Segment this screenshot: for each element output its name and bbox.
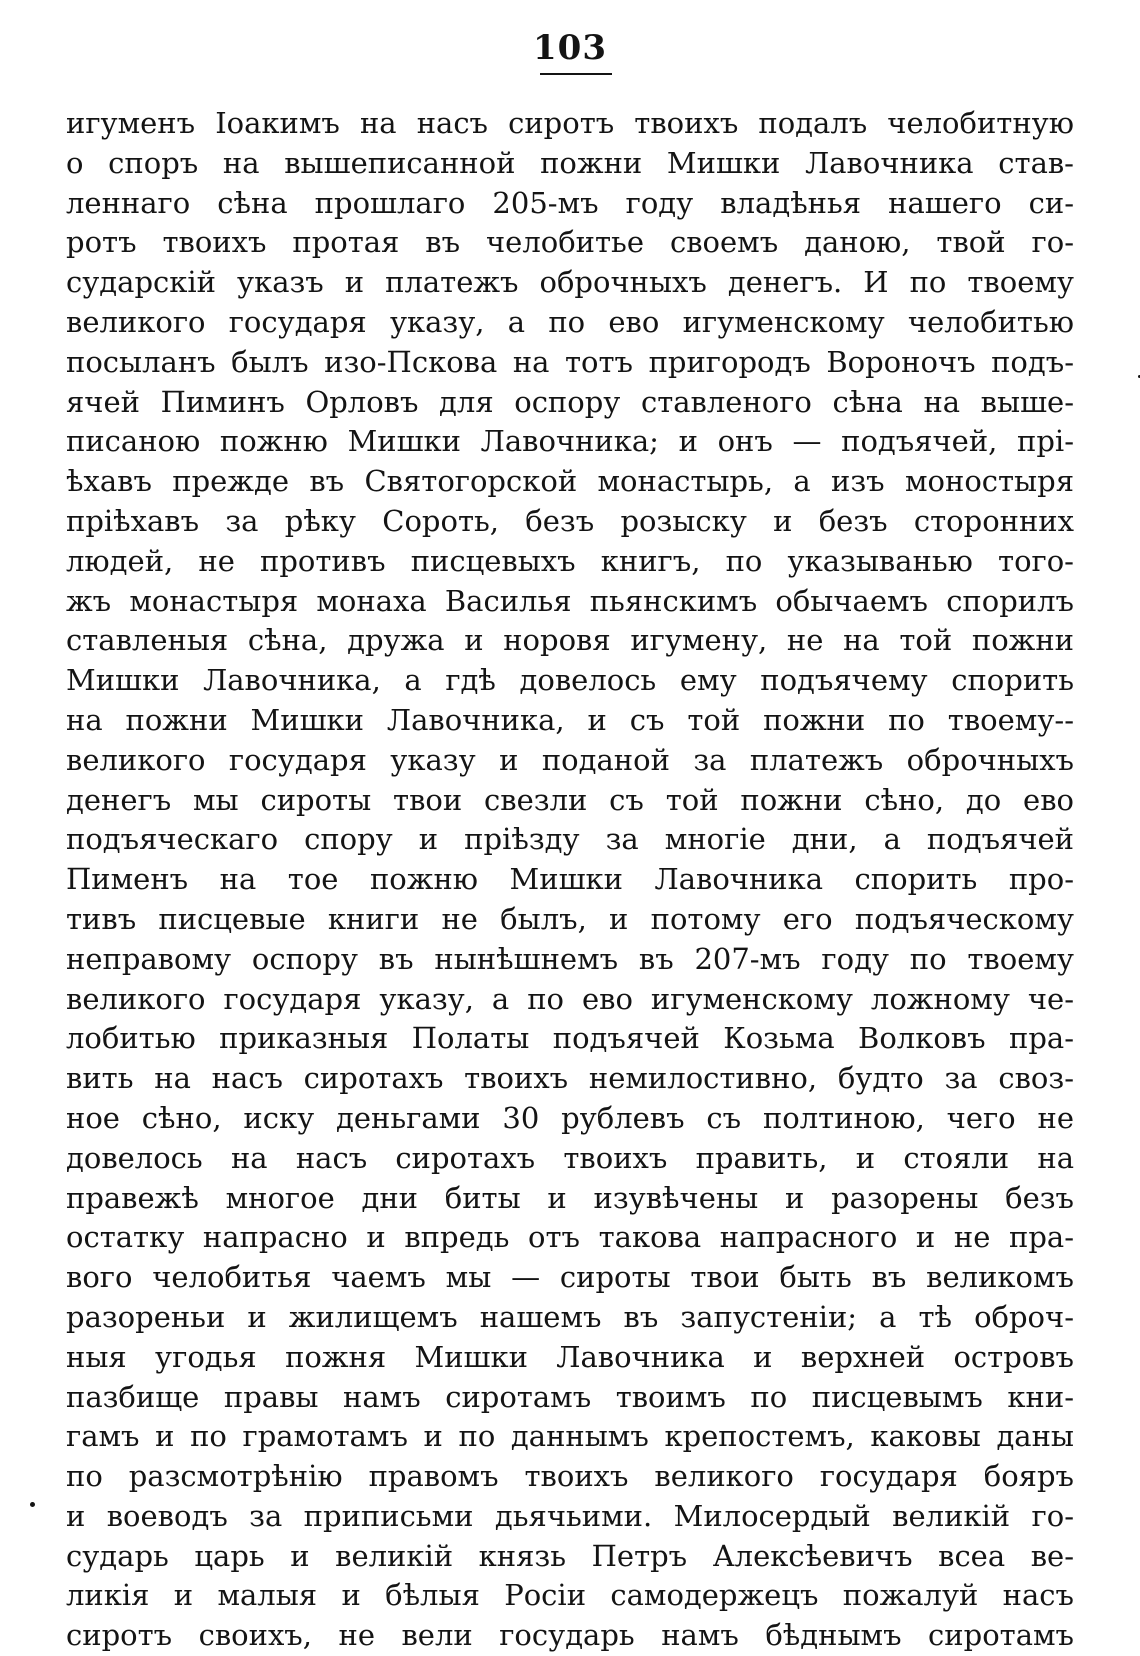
text-line: тивъ писцевые книги не былъ, и потому его подъяческому [66, 901, 1074, 936]
text-line: писаною пожню Мишки Лавочника; и онъ — подъячей, прі- [66, 424, 1074, 459]
text-line: сиротъ своихъ, не вели государь намъ бѣднымъ сиротамъ [66, 1618, 1074, 1653]
text-line: леннаго сѣна прошлаго 205-мъ году владѣнья нашего си- [66, 185, 1074, 220]
text-line: Мишки Лавочника, а гдѣ довелось ему подъячему спорить [66, 663, 1074, 698]
text-line: игуменъ Іоакимъ на насъ сиротъ твоихъ подалъ челобитную [66, 106, 1074, 140]
text-line: сударскій указъ и платежъ оброчныхъ денегъ. И по твоему [66, 265, 1074, 300]
text-line: посыланъ былъ изо-Пскова на тотъ пригородъ Вороночъ подъ- [66, 344, 1074, 379]
text-line: денегъ мы сироты твои свезли съ той пожни сѣно, до ево [66, 782, 1074, 817]
text-line: жъ монастыря монаха Василья пьянскимъ обычаемъ спорилъ [66, 583, 1074, 618]
text-line: остатку напрасно и впредь отъ такова напрасного и не пра- [66, 1220, 1074, 1255]
text-line: ставленыя сѣна, дружа и норовя игумену, не на той пожни [66, 623, 1074, 658]
text-line: разореньи и жилищемъ нашемъ въ запустеніи; а тѣ оброч- [66, 1299, 1074, 1334]
text-line: гамъ и по грамотамъ и по даннымъ крепостемъ, каковы даны [66, 1419, 1074, 1454]
text-line: великого государя указу и поданой за платежъ оброчныхъ [66, 742, 1074, 777]
text-line: ное сѣно, иску деньгами 30 рублевъ съ полтиною, чего не [66, 1100, 1074, 1135]
text-line: правежѣ многое дни биты и изувѣчены и разорены безъ [66, 1180, 1074, 1215]
text-line: ѣхавъ прежде въ Святогорской монастырь, а изъ моностыря [66, 464, 1074, 499]
text-line: сударь царь и великій князь Петръ Алексѣевичъ всеа ве- [66, 1538, 1074, 1573]
body-text [66, 104, 1074, 1656]
text-line: и воеводъ за приписьми дьячьими. Милосердый великій го- [66, 1498, 1074, 1533]
text-line: ныя угодья пожня Мишки Лавочника и верхней островъ [66, 1339, 1074, 1374]
text-line: великого государя указу, а по ево игуменскому челобитью [66, 304, 1074, 339]
text-line: ячей Пиминъ Орловъ для оспору ставленого сѣна на выше- [66, 384, 1074, 419]
text-line: пазбище правы намъ сиротамъ твоимъ по писцевымъ кни- [66, 1379, 1074, 1414]
text-line: неправому оспору въ нынѣшнемъ въ 207-мъ году по твоему [66, 941, 1074, 976]
page-number-underline [540, 73, 612, 75]
text-line: вить на насъ сиротахъ твоихъ немилостивно, будто за своз- [66, 1061, 1074, 1096]
text-line: людей, не противъ писцевыхъ книгъ, по указыванью тогo- [66, 543, 1074, 578]
print-speck [30, 1502, 35, 1507]
text-line: о споръ на вышеписанной пожни Мишки Лавочника став- [66, 145, 1074, 180]
text-line: великого государя указу, а по ево игуменскому ложному че- [66, 981, 1074, 1016]
text-line: ликія и малыя и бѣлыя Росіи самодержецъ пожалуй насъ [66, 1578, 1074, 1613]
page-number: 103 [533, 28, 607, 68]
text-line: пріѣхавъ за рѣку Сороть, безъ розыску и безъ сторонних [66, 503, 1074, 538]
text-line: вого челобитья чаемъ мы — сироты твои быть въ великомъ [66, 1260, 1074, 1295]
text-line: подъяческаго спору и пріѣзду за многіе дни, а подъячей [66, 822, 1074, 857]
text-line: довелось на насъ сиротахъ твоихъ править, и стояли на [66, 1140, 1074, 1175]
text-line: на пожни Мишки Лавочника, и съ той пожни по твоему-- [66, 702, 1074, 737]
text-line: Пименъ на тое пожню Мишки Лавочника спорить про- [66, 862, 1074, 897]
text-line: по разсмотрѣнію правомъ твоихъ великого государя бояръ [66, 1459, 1074, 1494]
text-line: ротъ твоихъ протая въ челобитье своемъ даною, твой го- [66, 225, 1074, 260]
text-line: лобитью приказныя Полаты подъячей Козьма Волковъ пра- [66, 1021, 1074, 1056]
